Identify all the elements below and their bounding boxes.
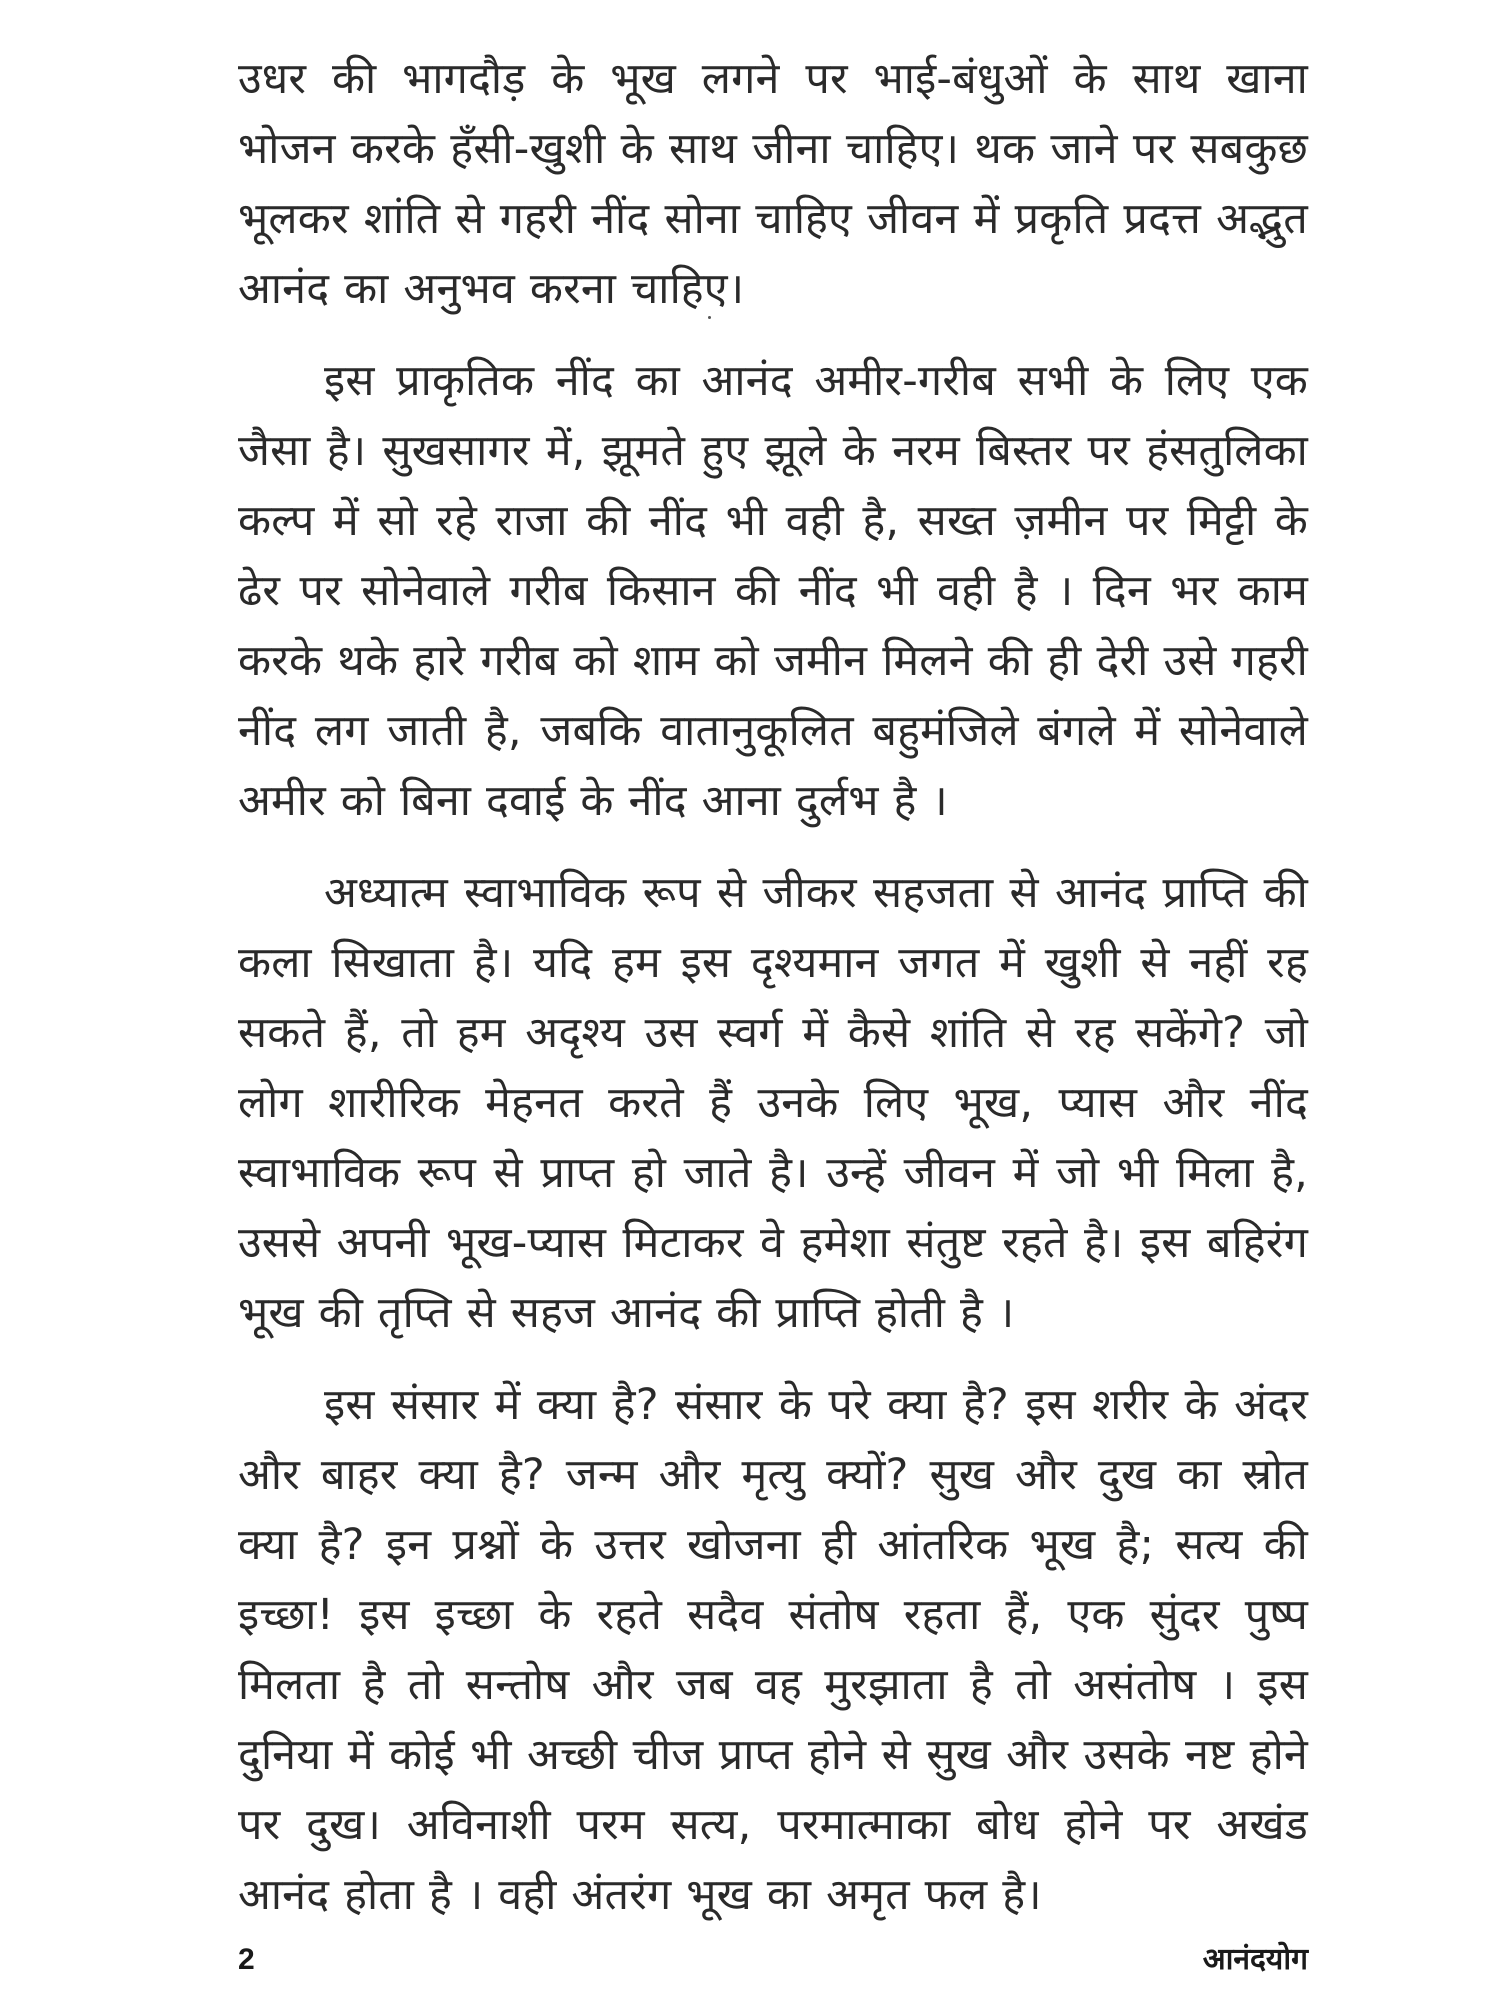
paragraph-2: इस प्राकृतिक नींद का आनंद अमीर-गरीब सभी के लिए एक जैसा है। सुखसागर में, झूमते हुए झूले के नरम बिस्तर पर हंसतुलिका कल्प में सो रहे राजा की नींद भी वही है, सख्त ज़मीन पर मिट्टी के ढेर पर सोनेवाले गरीब किसान की नींद भी वही है । दिन भर काम करके थके हारे गरीब को शाम को जमीन मिलने की ही देरी उसे गहरी नींद लग जाती है, जबकि वातानुकूलित बहुमंजिले बंगले में सोनेवाले अमीर को बिना दवाई के नींद आना दुर्लभ है । bbox=[238, 356, 1308, 826]
paragraph-1: उधर की भागदौड़ के भूख लगने पर भाई-बंधुओं के साथ खाना भोजन करके हँसी-खुशी के साथ जीना चाहिए। थक जाने पर सबकुछ भूलकर शांति से गहरी नींद सोना चाहिए जीवन में प्रकृति प्रदत्त अद्भुत आनंद का अनुभव करना चाहिए। bbox=[238, 54, 1308, 314]
page-number: 2 bbox=[238, 1943, 255, 1976]
running-title: आनंदयोग bbox=[1202, 1942, 1308, 1977]
page-footer bbox=[238, 1940, 1308, 1980]
body-text bbox=[238, 44, 1308, 1952]
paragraph-4: इस संसार में क्या है? संसार के परे क्या है? इस शरीर के अंदर और बाहर क्या है? जन्म और मृत्यु क्यों? सुख और दुख का स्रोत क्या है? इन प्रश्नों के उत्तर खोजना ही आंतरिक भूख है; सत्य की इच्छा! इस इच्छा के रहते सदैव संतोष रहता हैं, एक सुंदर पुष्प मिलता है तो सन्तोष और जब वह मुरझाता है तो असंतोष । इस दुनिया में कोई भी अच्छी चीज प्राप्त होने से सुख और उसके नष्ट होने पर दुख। अविनाशी परम सत्य, परमात्माका बोध होने पर अखंड आनंद होता है । वही अंतरंग भूख का अमृत फल है। bbox=[238, 1380, 1308, 1920]
scan-speck bbox=[708, 316, 711, 319]
paragraph-3: अध्यात्म स्वाभाविक रूप से जीकर सहजता से आनंद प्राप्ति की कला सिखाता है। यदि हम इस दृश्यमान जगत में खुशी से नहीं रह सकते हैं, तो हम अदृश्य उस स्वर्ग में कैसे शांति से रह सकेंगे? जो लोग शारीरिक मेहनत करते हैं उनके लिए भूख, प्यास और नींद स्वाभाविक रूप से प्राप्त हो जाते है। उन्हें जीवन में जो भी मिला है, उससे अपनी भूख-प्यास मिटाकर वे हमेशा संतुष्ट रहते है। इस बहिरंग भूख की तृप्ति से सहज आनंद की प्राप्ति होती है । bbox=[238, 868, 1308, 1338]
